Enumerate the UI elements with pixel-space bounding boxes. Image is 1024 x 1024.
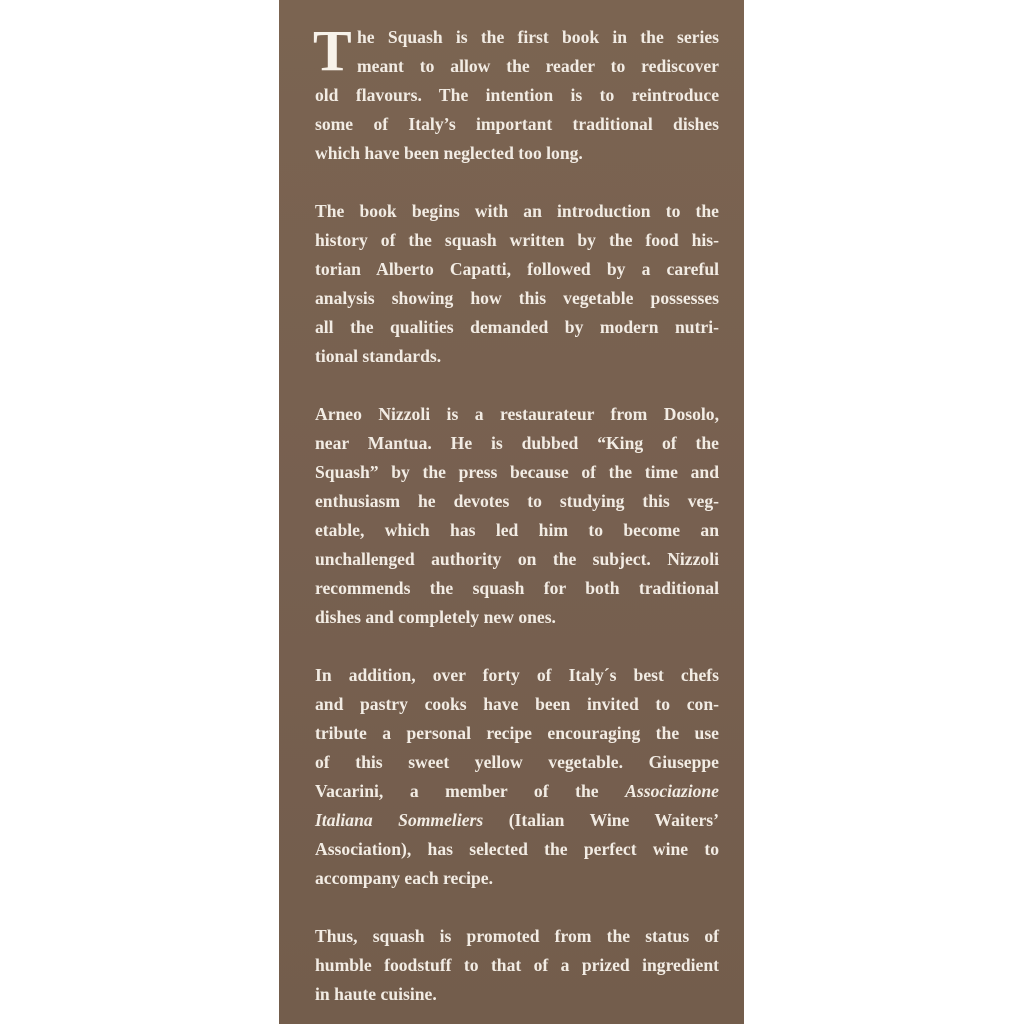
paragraph-4 [315,661,719,893]
book-back-cover-panel [279,0,744,1024]
text-line: near Mantua. He is dubbed “King of the [315,433,719,453]
text-line: he Squash is the first book in the series [357,27,719,47]
text-line: Association), has selected the perfect wine to [315,839,719,859]
text-line: accompany each recipe. [315,868,494,888]
text-line: old flavours. The intention is to reintroduce [315,85,719,105]
text-line: in haute cuisine. [315,984,437,1004]
text-line [315,806,719,835]
paragraph-1 [313,18,719,168]
text-line: analysis showing how this vegetable possesses [315,288,719,308]
paragraph-2 [315,197,719,371]
text-line: Thus, squash is promoted from the status of [315,926,719,946]
text-line: Arneo Nizzoli is a restaurateur from Dosolo, [315,404,719,424]
text-line: The book begins with an introduction to the [315,201,719,221]
text-fragment: Vacarini, a member of the [315,781,599,801]
text-line: of this sweet yellow vegetable. Giuseppe [315,752,719,772]
text-line: which have been neglected too long. [315,143,583,163]
text-line: all the qualities demanded by modern nutri- [315,317,719,337]
text-line: tribute a personal recipe encouraging the use [315,723,719,743]
paragraph-5 [315,922,719,1009]
text-line: history of the squash written by the food his- [315,230,719,250]
text-line: some of Italy’s important traditional dishes [315,114,719,134]
text-line: humble foodstuff to that of a prized ingredient [315,955,719,975]
text-fragment: (Italian Wine Waiters’ [508,810,719,830]
drop-cap: T [313,18,352,83]
text-line: torian Alberto Capatti, followed by a careful [315,259,719,279]
text-line: etable, which has led him to become an [315,520,719,540]
text-line: unchallenged authority on the subject. Nizzoli [315,549,719,569]
italic-term: Associazione [625,781,719,801]
text-line: In addition, over forty of Italy´s best chefs [315,665,719,685]
text-line: meant to allow the reader to rediscover [357,56,719,76]
text-line: and pastry cooks have been invited to con- [315,694,719,714]
text-line: dishes and completely new ones. [315,607,556,627]
italic-term: Italiana Sommeliers [315,810,484,830]
text-line: recommends the squash for both traditional [315,578,719,598]
text-line: enthusiasm he devotes to studying this veg- [315,491,719,511]
paragraph-3 [315,400,719,632]
text-line: Squash” by the press because of the time and [315,462,719,482]
text-line: tional standards. [315,346,442,366]
text-line [315,777,719,806]
blurb-text [313,18,719,1009]
